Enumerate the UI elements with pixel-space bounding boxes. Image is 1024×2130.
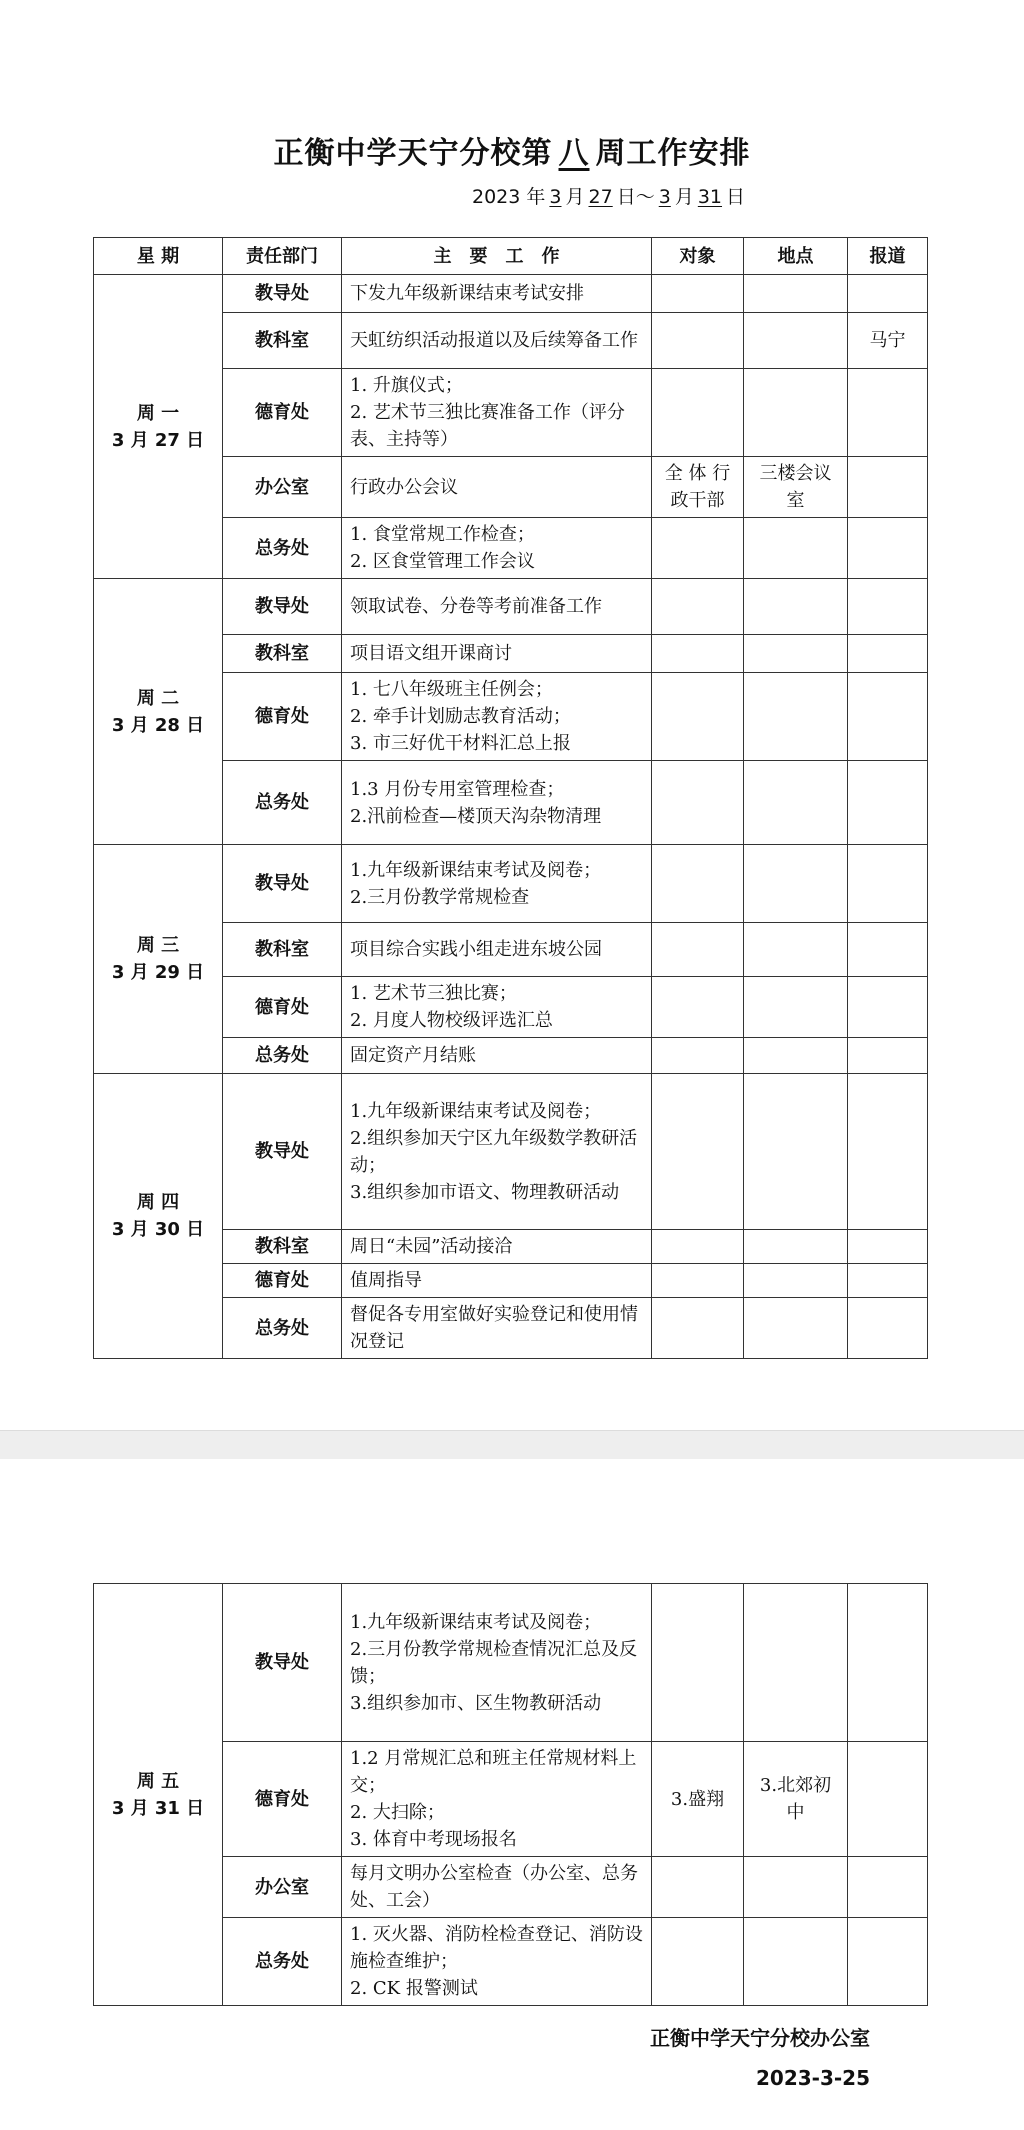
work-cell (342, 977, 652, 1038)
dept-cell: 教科室 (223, 313, 342, 369)
day-name: 周 五 (136, 1770, 180, 1792)
dept-cell: 教导处 (223, 1584, 342, 1742)
dept-cell: 教导处 (223, 275, 342, 313)
work-cell (342, 1742, 652, 1857)
work-line: 3.组织参加市语文、物理教研活动 (350, 1181, 620, 1203)
title-week: 八 (558, 136, 590, 171)
work-line: 1. 灭火器、消防栓检查登记、消防设施检查维护； (350, 1924, 643, 1972)
work-cell: 行政办公会议 (342, 457, 652, 518)
day-date: 3 月 30 日 (111, 1219, 205, 1240)
work-line: 3.组织参加市、区生物教研活动 (350, 1692, 602, 1714)
target-cell: 3.盛翔 (652, 1742, 744, 1857)
work-line: 2.汛前检查—楼顶天沟杂物清理 (350, 805, 602, 827)
target-cell (652, 1074, 744, 1230)
dept-cell: 德育处 (223, 1742, 342, 1857)
work-line: 3. 体育中考现场报名 (350, 1829, 517, 1850)
date-start-day: 27 (588, 186, 613, 208)
report-cell (848, 1298, 928, 1359)
location-cell (744, 923, 848, 977)
work-cell (342, 673, 652, 761)
work-cell (342, 1584, 652, 1742)
day-cell-wednesday (94, 845, 223, 1074)
target-cell (652, 673, 744, 761)
dept-cell: 教科室 (223, 635, 342, 673)
work-line: 2. 月度人物校级评选汇总 (350, 1010, 553, 1031)
work-line: 1. 艺术节三独比赛； (350, 983, 517, 1004)
dept-cell: 办公室 (223, 457, 342, 518)
dept-cell: 德育处 (223, 1264, 342, 1298)
work-line: 3. 市三好优干材料汇总上报 (350, 733, 571, 754)
title-suffix: 周工作安排 (595, 136, 751, 171)
day-cell-friday (94, 1584, 223, 2006)
location-cell (744, 1298, 848, 1359)
day-name: 周 三 (136, 935, 180, 956)
target-cell (652, 635, 744, 673)
schedule-table-friday (93, 1583, 928, 2006)
work-line: 1. 升旗仪式； (350, 375, 463, 396)
day-cell-tuesday (94, 579, 223, 845)
dept-cell: 总务处 (223, 1038, 342, 1074)
location-cell (744, 761, 848, 845)
work-cell (342, 1918, 652, 2006)
day-name: 周 二 (136, 687, 180, 709)
date-end-day: 31 (697, 186, 723, 208)
table-row (94, 1074, 928, 1230)
header-department: 责任部门 (223, 238, 342, 275)
header-main-work: 主 要 工 作 (342, 238, 652, 275)
date-start-month: 3 (549, 186, 562, 208)
work-line: 1. 食堂常规工作检查； (350, 524, 535, 545)
dept-cell: 教导处 (223, 1074, 342, 1230)
location-cell (744, 275, 848, 313)
target-cell: 全 体 行政干部 (652, 457, 744, 518)
location-cell (744, 1038, 848, 1074)
work-line: 2. 艺术节三独比赛准备工作（评分表、主持等） (350, 402, 625, 450)
location-cell (744, 1584, 848, 1742)
date-end-month-suffix: 月 (674, 186, 694, 208)
target-cell (652, 977, 744, 1038)
work-line: 2.三月份教学常规检查情况汇总及反馈； (350, 1638, 638, 1687)
location-cell (744, 1230, 848, 1264)
date-end-day-suffix: 日 (726, 186, 746, 208)
work-line: 2.三月份教学常规检查 (350, 886, 530, 908)
target-cell (652, 1298, 744, 1359)
target-cell (652, 518, 744, 579)
location-cell (744, 977, 848, 1038)
work-line: 1.3 月份专用室管理检查； (350, 778, 565, 800)
report-cell (848, 518, 928, 579)
work-line: 1.2 月常规汇总和班主任常规材料上交； (350, 1748, 637, 1796)
footer-office: 正衡中学天宁分校办公室 (650, 2026, 870, 2050)
work-cell: 项目语文组开课商讨 (342, 635, 652, 673)
work-cell: 每月文明办公室检查（办公室、总务处、工会） (342, 1857, 652, 1918)
date-range (472, 182, 745, 209)
day-name: 周 一 (136, 402, 180, 424)
target-cell (652, 313, 744, 369)
day-date: 3 月 28 日 (111, 714, 205, 736)
location-cell: 3.北郊初中 (744, 1742, 848, 1857)
table-row (94, 845, 928, 923)
target-cell (652, 1038, 744, 1074)
target-cell (652, 1857, 744, 1918)
location-cell (744, 579, 848, 635)
dept-cell: 教导处 (223, 845, 342, 923)
location-cell (744, 1074, 848, 1230)
title-prefix: 正衡中学天宁分校第 (273, 136, 553, 171)
report-cell: 马宁 (848, 313, 928, 369)
report-cell (848, 1584, 928, 1742)
work-line: 2. 区食堂管理工作会议 (350, 551, 535, 572)
header-report: 报道 (848, 238, 928, 275)
dept-cell: 德育处 (223, 369, 342, 457)
target-cell (652, 369, 744, 457)
target-cell (652, 1264, 744, 1298)
dept-cell: 总务处 (223, 761, 342, 845)
target-cell (652, 275, 744, 313)
report-cell (848, 1857, 928, 1918)
location-cell (744, 369, 848, 457)
work-cell (342, 518, 652, 579)
work-cell (342, 761, 652, 845)
dept-cell: 教科室 (223, 1230, 342, 1264)
target-cell (652, 1584, 744, 1742)
report-cell (848, 761, 928, 845)
report-cell (848, 1918, 928, 2006)
header-location: 地点 (744, 238, 848, 275)
table-row (94, 579, 928, 635)
report-cell (848, 579, 928, 635)
location-cell: 三楼会议室 (744, 457, 848, 518)
report-cell (848, 673, 928, 761)
day-date: 3 月 27 日 (111, 429, 205, 451)
date-year: 2023 年 (472, 186, 546, 208)
header-weekday: 星 期 (94, 238, 223, 275)
target-cell (652, 923, 744, 977)
table-header-row (94, 238, 928, 275)
dept-cell: 教导处 (223, 579, 342, 635)
work-line: 2. 牵手计划励志教育活动； (350, 706, 571, 727)
report-cell (848, 1742, 928, 1857)
report-cell (848, 845, 928, 923)
day-name: 周 四 (136, 1192, 180, 1213)
report-cell (848, 1074, 928, 1230)
work-line: 2. 大扫除； (350, 1802, 445, 1823)
location-cell (744, 1918, 848, 2006)
report-cell (848, 275, 928, 313)
report-cell (848, 1230, 928, 1264)
page-title (0, 128, 1024, 172)
date-start-month-suffix: 月 (565, 186, 585, 208)
day-date: 3 月 29 日 (111, 962, 205, 983)
work-cell (342, 845, 652, 923)
work-cell: 值周指导 (342, 1264, 652, 1298)
location-cell (744, 1264, 848, 1298)
work-cell: 项目综合实践小组走进东坡公园 (342, 923, 652, 977)
target-cell (652, 761, 744, 845)
location-cell (744, 1857, 848, 1918)
target-cell (652, 1918, 744, 2006)
table-row (94, 275, 928, 313)
dept-cell: 总务处 (223, 518, 342, 579)
report-cell (848, 635, 928, 673)
location-cell (744, 518, 848, 579)
dept-cell: 总务处 (223, 1918, 342, 2006)
work-cell: 固定资产月结账 (342, 1038, 652, 1074)
location-cell (744, 673, 848, 761)
date-end-month: 3 (658, 186, 671, 208)
target-cell (652, 579, 744, 635)
work-cell (342, 369, 652, 457)
work-line: 1.九年级新课结束考试及阅卷； (350, 1100, 602, 1122)
work-cell: 天虹纺织活动报道以及后续筹备工作 (342, 313, 652, 369)
report-cell (848, 977, 928, 1038)
work-line: 1. 七八年级班主任例会； (350, 679, 553, 700)
location-cell (744, 635, 848, 673)
dept-cell: 德育处 (223, 977, 342, 1038)
header-target: 对象 (652, 238, 744, 275)
dept-cell: 总务处 (223, 1298, 342, 1359)
report-cell (848, 369, 928, 457)
work-cell: 督促各专用室做好实验登记和使用情况登记 (342, 1298, 652, 1359)
report-cell (848, 457, 928, 518)
work-cell (342, 1074, 652, 1230)
schedule-table (93, 237, 928, 1359)
work-cell: 下发九年级新课结束考试安排 (342, 275, 652, 313)
dept-cell: 办公室 (223, 1857, 342, 1918)
day-cell-monday (94, 275, 223, 579)
dept-cell: 教科室 (223, 923, 342, 977)
work-line: 1.九年级新课结束考试及阅卷； (350, 859, 602, 881)
work-line: 1.九年级新课结束考试及阅卷； (350, 1611, 602, 1633)
target-cell (652, 1230, 744, 1264)
report-cell (848, 1264, 928, 1298)
report-cell (848, 923, 928, 977)
work-line: 2. CK 报警测试 (350, 1978, 478, 1999)
work-cell: 周日“未园”活动接洽 (342, 1230, 652, 1264)
table-row (94, 1584, 928, 1742)
day-date: 3 月 31 日 (111, 1797, 205, 1819)
report-cell (848, 1038, 928, 1074)
date-start-day-suffix: 日～ (616, 186, 655, 208)
work-line: 2.组织参加天宁区九年级数学教研活动； (350, 1127, 638, 1176)
location-cell (744, 313, 848, 369)
work-cell: 领取试卷、分卷等考前准备工作 (342, 579, 652, 635)
page-break (0, 1430, 1024, 1460)
dept-cell: 德育处 (223, 673, 342, 761)
day-cell-thursday (94, 1074, 223, 1359)
target-cell (652, 845, 744, 923)
footer-date: 2023-3-25 (755, 2066, 870, 2090)
location-cell (744, 845, 848, 923)
